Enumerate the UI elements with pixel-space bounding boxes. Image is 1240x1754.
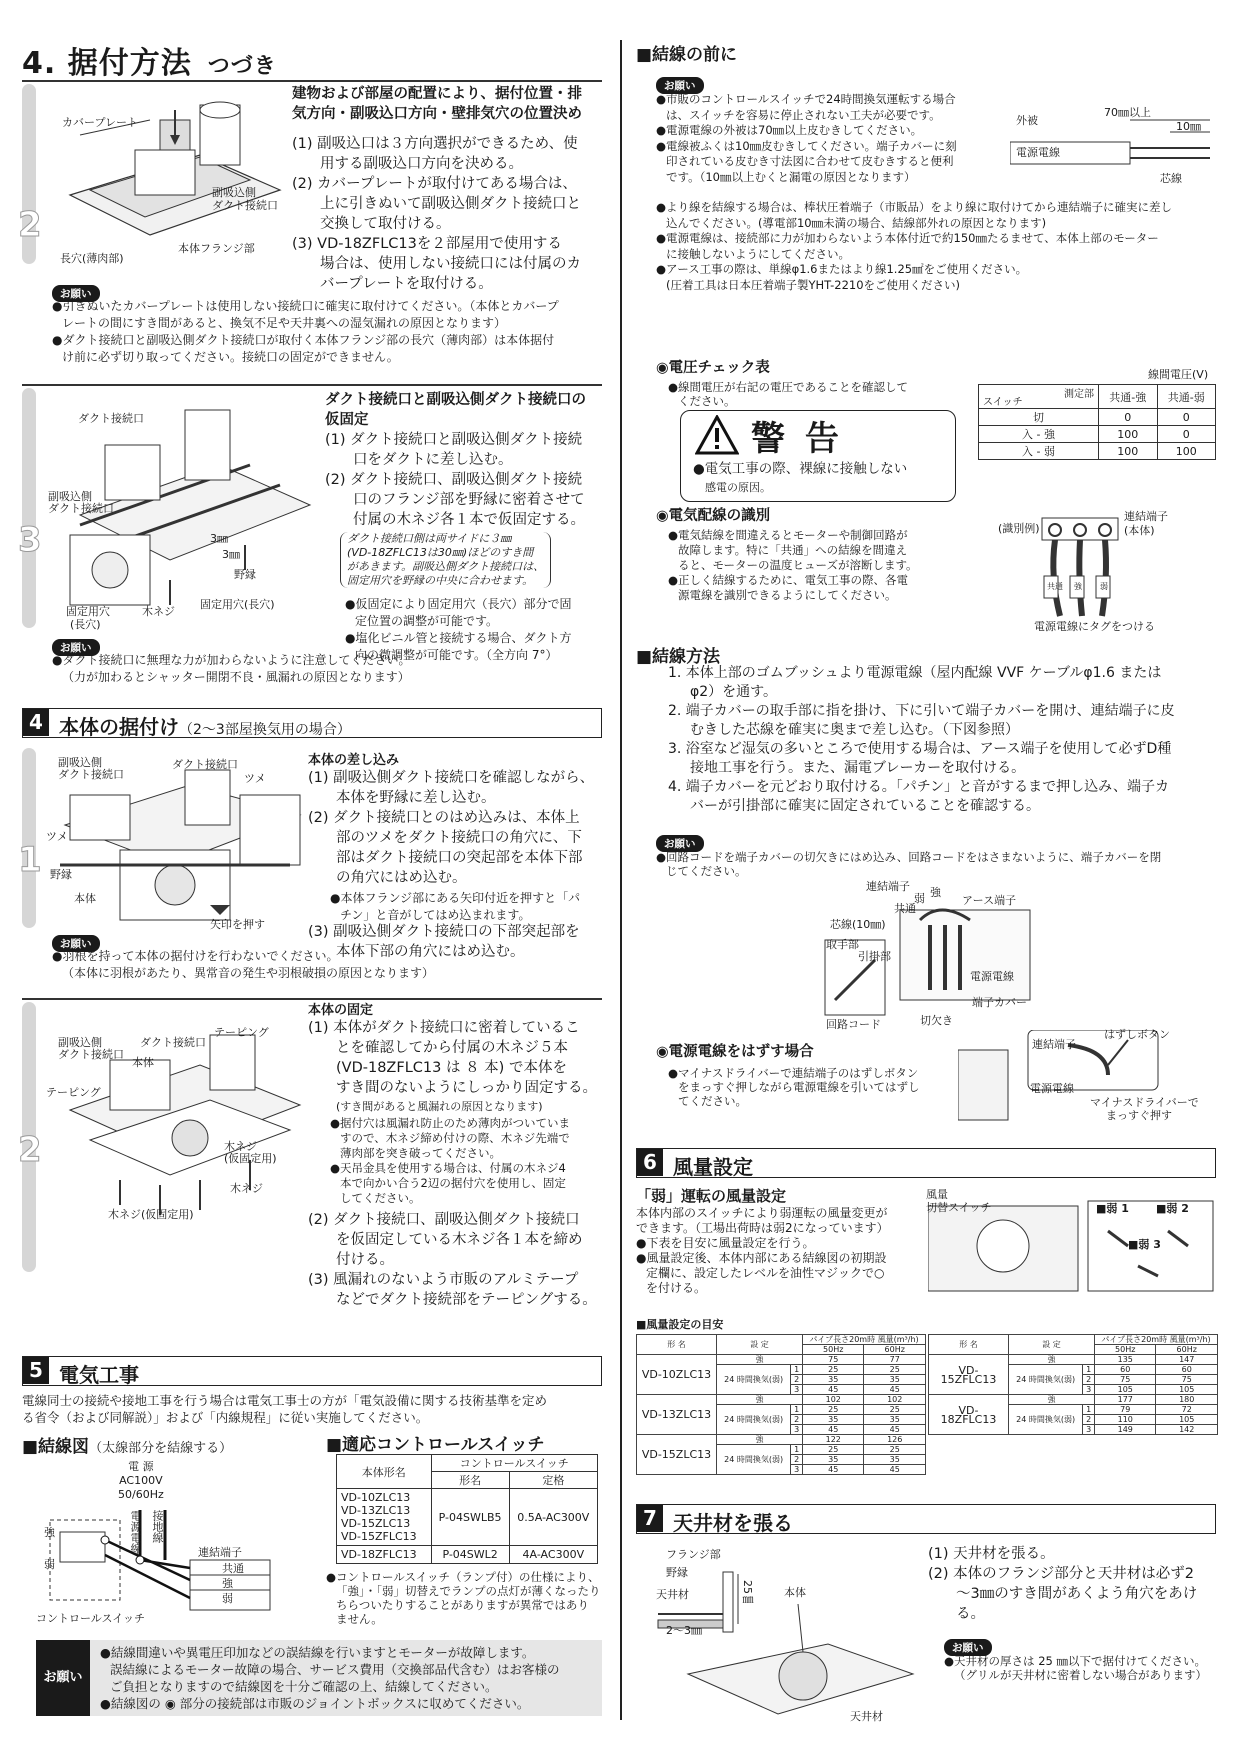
diagram-weak-label: 弱 (44, 1558, 55, 1571)
screw-temp-label-a: 木ネジ (224, 1140, 257, 1153)
wire-ident-figure (1040, 516, 1120, 626)
ground-wire-label: 接地線 (151, 1510, 164, 1543)
ceiling-material-label-2: 天井材 (850, 1710, 883, 1723)
body-label-4: 本体 (74, 892, 96, 905)
sub-intake-label-4b: ダクト接続口 (58, 768, 124, 781)
sub-intake-label-5a: 副吸込側 (58, 1036, 102, 1049)
voltage-table: 測定部 スイッチ 共通-強 共通-弱 切 0 0 入 - 強 100 0 入 - 弱 100 100 (978, 384, 1216, 460)
claw-label-1: ツメ (244, 772, 266, 785)
step-3-frame (22, 384, 602, 386)
screw-temp-label-b: (仮固定用) (224, 1152, 277, 1165)
step-3-bullets: ●仮固定により固定用穴（長穴）部分で固 定位置の調整が可能です。 ●塩化ビニル管と接続する場合、ダクト方 向の微調整が可能です。（全方向 7°） (345, 597, 572, 662)
screw-temp-label-c: 木ネジ(仮固定用) (108, 1208, 194, 1221)
step-4-2-paren: (すき間があると風漏れの原因となります) (336, 1100, 543, 1113)
term-cable-label: 電源電線 (970, 970, 1014, 983)
remove-driver-label-2: まっすぐ押す (1106, 1109, 1172, 1122)
step-2a-heading: 建物および部屋の配置により、据付位置・排 気方向・副吸込口方向・壁排気穴の位置決め (292, 86, 582, 122)
flange-part-label: フランジ部 (666, 1548, 721, 1561)
sub-intake-label-3b: ダクト接続口 (48, 502, 114, 515)
weak-1-label: ■弱 1 (1096, 1202, 1129, 1215)
strip-10-label: 10㎜ (1176, 120, 1201, 133)
step-4-1-badge: お願い (52, 932, 100, 952)
core-wire-label: 芯線 (1160, 172, 1182, 185)
fix-hole-sub-label: (長穴) (70, 618, 101, 631)
page-title: 4. 据付方法 つづき (22, 46, 277, 81)
step-2a-number: 2 (18, 205, 42, 245)
gap-label-2: 3㎜ (222, 548, 240, 561)
sub-intake-label-2: ダクト接続口 (212, 199, 278, 212)
step-3-number: 3 (18, 520, 42, 560)
switch-note: ●コントロールスイッチ（ランプ付）の仕様により、 「強」・「弱」切替えでランプの点灯が薄くなったり ちらついたりすることがありますが異常ではあり ません。 (326, 1570, 601, 1626)
step-4-1-bullet: ●本体フランジ部にある矢印付近を押すと「パ チン」と音がしてはめ込まれます。 (330, 891, 581, 922)
wire-ident-notes: ●電気結線を間違えるとモーターや制御回路が 故障します。特に「共通」への結線を間違え ると、モーターの温度ヒューズが溶断します。 ●正しく結線するために、電気工事の際、各電 源電線を識別できるようにしてください。 (668, 528, 918, 602)
flange-label: 本体フランジ部 (178, 242, 255, 255)
section-7-note: ●天井材の厚さは 25 ㎜以下で据付けてください。 （グリルが天井材に密着しない場合があります） (944, 1654, 1207, 1682)
step-3-items: (1) ダクト接続口と副吸込側ダクト接続 口をダクトに差し込む。 (2) ダクト接続口、副吸込側ダクト接続 口のフランジ部を野縁に密着させて 付属の木ネジ各１本で仮固定する。 (325, 432, 585, 528)
weak-2-label: ■弱 2 (1156, 1202, 1189, 1215)
warning-line-2: 感電の原因。 (705, 481, 771, 494)
step-2a-items: (1) 副吸込口は３方向選択ができるため、使 用する副吸込口方向を決める。 (2) カバープレートが取付けてある場合は、 上に引きぬいて副吸込側ダクト接続口と 交換して取付ける。 (3) VD-18ZFLC13を２部屋用で使用する 場合は、使用しない接続口には付属のカ バープレートを取付ける。 (292, 136, 581, 292)
wiring-method-items: 1. 本体上部のゴムブッシュより電源電線（屋内配線 VVF ケーブルφ1.6 または φ2）を通す。 2. 端子カバーの取手部に指を掛け、下に引いて端子カバーを開け、連結端子に皮 むきした芯線を確実に奥まで差し込む。（下図参照） 3. 浴室など湿気の多いところで使用する場合は、アース端子を使用して必ずD種 接地工事を行う。また、漏電ブレーカーを取付ける。 4. 端子カバーを元どおり取付ける。「パチン」と音がするまで押し込み、端子カ バーが引掛部に確実に固定されていることを確認する。 (668, 665, 1175, 814)
airflow-text: 本体内部のスイッチにより弱運転の風量変更が できます。（工場出荷時は弱2になっています） ●下表を目安に風量設定を行う。 ●風量設定後、本体内部にある結線図の初期設 定欄に、設定したレベルを油性マジックで○ を付ける。 (636, 1206, 889, 1295)
term-earth-label: アース端子 (962, 894, 1017, 907)
step-3-notes: ●ダクト接続口に無理な力が加わらないように注意してください。 （力が加わるとシャッター開閉不良・風漏れの原因となります） (52, 653, 411, 684)
step-2a-badge: お願い (52, 282, 100, 302)
body-label-5: 本体 (132, 1056, 154, 1069)
screw-label: 木ネジ (230, 1182, 263, 1195)
press-arrow-label: 矢印を押す (210, 918, 265, 931)
remove-cable-label: 電源電線 (1030, 1082, 1074, 1095)
remove-button-label: はずしボタン (1104, 1028, 1170, 1041)
remove-cable-note: ●マイナスドライバーで連結端子のはずしボタン をまっすぐ押しながら電源電線を引いてはずし てください。 (668, 1066, 920, 1108)
remove-terminal-label: 連結端子 (1032, 1038, 1076, 1051)
power-cable-label: 電源電線 (129, 1510, 142, 1554)
step-2a-frame (22, 80, 602, 82)
before-wiring-notes-a: ●市販のコントロールスイッチで24時間換気運転する場合 は、スイッチを容易に停止されない工夫が必要です。 ●電源電線の外被は70㎜以上皮むきしてください。 ●電線被ふくは10㎜皮むきしてください。端子カバーに刻 印されている皮むき寸法図に合わせて皮むきすると便利 です。（10㎜以上むくと漏電の原因となります） (656, 92, 957, 184)
step-4-1-strip (22, 748, 36, 928)
section-6-header: 6 風量設定 (636, 1148, 1216, 1178)
sub-intake-label-5b: ダクト接続口 (58, 1048, 124, 1061)
term-strong-label: 強 (930, 886, 941, 899)
airflow-table-right: 形 名 設 定 パイプ長さ20m時 風量(m³/h) 50Hz 60Hz VD-15ZFLC13 強 135 147 24 時間換気(弱) 1 60 60 2 75 75 3 105 105 VD-18ZFLC13 強 177 180 24 時間換気(弱) 1 79 72 2 110 105 3 149 142 (928, 1334, 1218, 1435)
before-wiring-badge: お願い (656, 74, 704, 94)
wiring-method-note: ●回路コードを端子カバーの切欠きにはめ込み、回路コードをはさまないように、端子カバーを閉 じてください。 (656, 850, 1162, 878)
warning-box-text: ●結線間違いや異電圧印加などの誤結線を行いますとモーターが故障します。 誤結線によるモーター故障の場合、サービス費用（交換部品代含む）はお客様の ご負担となりますので結線図を十分ご確認の上、結線してください。 ●結線図の ◉ 部分の接続部は市販のジョイントボックスに収めてください。 (100, 1645, 560, 1711)
step-4-2-heading: 本体の固定 (308, 1003, 374, 1018)
thickness-25-label: 25㎜ (741, 1580, 754, 1605)
step-4-1-notes: ●羽根を持って本体の据付けを行わないでください。 （本体に羽根があたり、異常音の発生や羽根破損の原因となります） (52, 949, 435, 980)
ceiling-joist-label: 野縁 (666, 1566, 688, 1579)
body-insert-figure (50, 755, 305, 940)
ident-cable-tag-label: 電源電線にタグをつける (1034, 620, 1155, 633)
outer-sheath-label: 外被 (1016, 114, 1038, 127)
duct-connector-label-4: ダクト接続口 (172, 758, 238, 771)
step-4-2-frame (22, 998, 602, 1000)
term-cover-label: 端子カバー (972, 996, 1027, 1009)
remove-cable-title: ◉電源電線をはずす場合 (656, 1044, 814, 1060)
section-5-intro: 電線同士の接続や接地工事を行う場合は電気工事士の方が「電気設備に関する技術基準を定め る省令（および同解説）」および「内線規程」に従い実施してください。 (22, 1393, 548, 1425)
ident-tag-common: 共通 (1047, 582, 1063, 591)
diagram-terminal-strong: 強 (222, 1577, 233, 1590)
diagram-terminal-weak: 弱 (222, 1592, 233, 1605)
airflow-table-title: ■風量設定の目安 (636, 1318, 724, 1331)
voltage-unit: 線間電圧(V) (1148, 368, 1209, 381)
section-4-header: 4 本体の据付け（2～3部屋換気用の場合） (22, 708, 602, 738)
step-3-strip (22, 388, 36, 628)
step-4-2-number: 2 (18, 1130, 42, 1170)
step-2a-notes: ●引きぬいたカバープレートは使用しない接続口に確実に取付けてください。（本体とカバープ レートの間にすき間があると、換気不足や天井裏への湿気漏れの原因となります） ●ダクト接続口と副吸込側ダクト接続口が取付く本体フランジ部の長穴（薄肉部）は本体据付 け前に必ず切り取ってください。接続口の固定ができません。 (52, 299, 559, 364)
ident-terminal-label: 連結端子 (本体) (1124, 510, 1168, 537)
section-7-header: 7 天井材を張る (636, 1504, 1216, 1534)
wire-ident-title: ◉電気配線の識別 (656, 508, 771, 524)
taping-label-1: テーピング (214, 1026, 269, 1039)
diagram-common-label: 共通 (222, 1562, 244, 1575)
sub-intake-label: 副吸込側 (212, 186, 256, 199)
electric-shock-warning (680, 410, 956, 502)
ident-example-label: (識別例) (998, 522, 1040, 535)
step-4-2-items: (1) 本体がダクト接続口に密着しているこ とを確認してから付属の木ネジ５本 (VD-18ZFLC13 は ８ 本) で本体を すき間のないようにしっかり固定する。 (308, 1020, 597, 1096)
step-4-2-items2: (2) ダクト接続口、副吸込側ダクト接続口 を仮固定している木ネジ各１本を締め 付ける。 (3) 風漏れのないよう市販のアルミテープ などでダクト接続部をテーピングする。 (308, 1212, 597, 1308)
gap-2-3-label: 2～3㎜ (666, 1624, 702, 1637)
step-3-badge: お願い (52, 636, 100, 656)
control-switch-label: コントロールスイッチ (36, 1612, 146, 1625)
term-hook-label: 引掛部 (858, 950, 891, 963)
ident-tag-weak: 弱 (1100, 582, 1108, 591)
wood-screw-label: 木ネジ (142, 605, 175, 618)
joist-label-4: 野縁 (50, 868, 72, 881)
fix-hole-label: 固定用穴 (66, 605, 110, 618)
power-cable-strip-label: 電源電線 (1016, 146, 1060, 159)
ceiling-material-label-1: 天井材 (656, 1588, 689, 1601)
airflow-label-2: 切替スイッチ (926, 1201, 992, 1214)
duct-connector-label-5: ダクト接続口 (140, 1036, 206, 1049)
column-divider (620, 40, 622, 1720)
body-label-7: 本体 (784, 1586, 806, 1599)
wiring-method-title: ■結線方法 (636, 647, 721, 667)
duct-connector-label: ダクト接続口 (78, 412, 144, 425)
sub-intake-label-4a: 副吸込側 (58, 756, 102, 769)
claw-label-2: ツメ (46, 830, 68, 843)
section-7-items: (1) 天井材を張る。 (2) 本体のフランジ部分と天井材は必ず2 ～3㎜のすき間があくよう角穴をあけ る。 (928, 1546, 1198, 1622)
airflow-table-left: 形 名 設 定 パイプ長さ20m時 風量(m³/h) 50Hz 60Hz VD-10ZLC13 強 75 77 24 時間換気(弱) 1 25 25 2 35 35 3 45 45 VD-13ZLC13 強 102 102 24 時間換気(弱) 1 25 25 2 35 35 3 45 45 VD-15ZLC13 強 122 126 24 時間換気(弱) 1 25 25 2 35 35 3 45 45 (636, 1334, 926, 1475)
taping-label-2: テーピング (46, 1086, 101, 1099)
remove-driver-label-1: マイナスドライバーで (1090, 1096, 1199, 1109)
warning-triangle-icon (695, 415, 739, 455)
warning-line-1: ●電気工事の際、裸線に接触しない (693, 461, 908, 477)
warning-box-label: お願い (36, 1640, 90, 1716)
strip-70-label: 70㎜以上 (1104, 106, 1151, 119)
voltage-check-note: ●線間電圧が右記の電圧であることを確認して ください。 (668, 380, 909, 408)
wiring-method-badge: お願い (656, 832, 704, 852)
term-common-label: 共通 (894, 902, 916, 915)
section-5-header: 5 電気工事 (22, 1356, 602, 1386)
warning-box (36, 1640, 602, 1716)
power-source-label: 電 源 AC100V 50/60Hz (118, 1460, 164, 1501)
before-wiring-title: ■結線の前に (636, 45, 738, 65)
step-4-2-bullets: ●据付穴は風漏れ防止のため薄肉がついていま すので、木ネジ締め付けの際、木ネジ先端で 薄肉部を突き破ってください。 ●天吊金具を使用する場合は、付属の木ネジ4 本で向かい合う2辺の据付穴を使用し、固定 してください。 (330, 1116, 571, 1205)
step-3-aside: ダクト接続口側は両サイドに３㎜ (VD-18ZFLC13は30㎜)ほどのすき間 があきます。副吸込側ダクト接続口は、 固定用穴を野縁の中央に合わせます。 (340, 532, 551, 588)
airflow-label-1: 風量 (926, 1188, 948, 1201)
joist-label: 野縁 (234, 568, 256, 581)
step-4-1-item3: (3) 副吸込側ダクト接続口の下部突起部を 本体下部の角穴にはめ込む。 (308, 924, 580, 960)
ident-tag-strong: 強 (1074, 582, 1082, 591)
term-circuit-cord-label: 回路コード (826, 1018, 881, 1031)
term-terminal-label: 連結端子 (866, 880, 910, 893)
term-notch-label: 切欠き (920, 1014, 953, 1027)
step-4-1-number: 1 (18, 840, 42, 880)
step-4-1-items: (1) 副吸込側ダクト接続口を確認しながら、 本体を野縁に差し込む。 (2) ダクト接続口とのはめ込みは、本体上 部のツメをダクト接続口の角穴に、下 部はダクト接続口の突起部を本体下部 の角穴にはめ込む。 (308, 770, 595, 886)
cover-plate-label: カバープレート (62, 116, 139, 129)
step-3-heading: ダクト接続口と副吸込側ダクト接続口の 仮固定 (325, 392, 586, 428)
warning-title: 警 告 (751, 419, 843, 459)
before-wiring-notes-b: ●より線を結線する場合は、棒状圧着端子（市販品）をより線に取付けてから連結端子に確実に差し 込んでください。(導電部10㎜未満の場合、結線部外れの原因となります) ●電源電線は、接続部に力が加わらないよう本体付近で約150㎜たるませて、本体上部のモーター に接触しないようにしてください。 ●アース工事の際は、単線φ1.6またはより線1.25㎟をご使用ください。 (圧着工具は日本圧着端子製YHT-2210をご使用ください) (656, 200, 1173, 292)
sub-intake-label-3a: 副吸込側 (48, 490, 92, 503)
fix-long-hole-label: 固定用穴(長穴) (200, 598, 275, 611)
term-handle-label: 取手部 (826, 938, 859, 951)
long-hole-label: 長穴(薄肉部) (60, 252, 124, 265)
switch-table: 本体形名 コントロールスイッチ 形名 定格 VD-10ZLC13 VD-13ZLC13 VD-15ZLC13 VD-15ZFLC13 P-04SWLB5 0.5A-AC300V VD-18ZFLC13 P-04SWL2 4A-AC300V (336, 1454, 598, 1564)
gap-label-1: 3㎜ (210, 532, 228, 545)
wiring-diagram-title: ■結線図（太線部分を結線する） (22, 1437, 233, 1457)
diagram-terminal-label: 連結端子 (198, 1546, 242, 1559)
term-core-label: 芯線(10㎜) (830, 918, 886, 931)
voltage-check-title: ◉電圧チェック表 (656, 360, 770, 376)
weak-3-label: ■弱 3 (1128, 1238, 1161, 1251)
step-4-1-heading: 本体の差し込み (308, 753, 400, 768)
section-7-badge: お願い (944, 1636, 992, 1656)
term-weak-label: 弱 (914, 892, 925, 905)
diagram-strong-label: 強 (44, 1526, 55, 1539)
weak-airflow-title: 「弱」運転の風量設定 (636, 1187, 787, 1205)
switch-table-title: ■適応コントロールスイッチ (326, 1435, 545, 1455)
